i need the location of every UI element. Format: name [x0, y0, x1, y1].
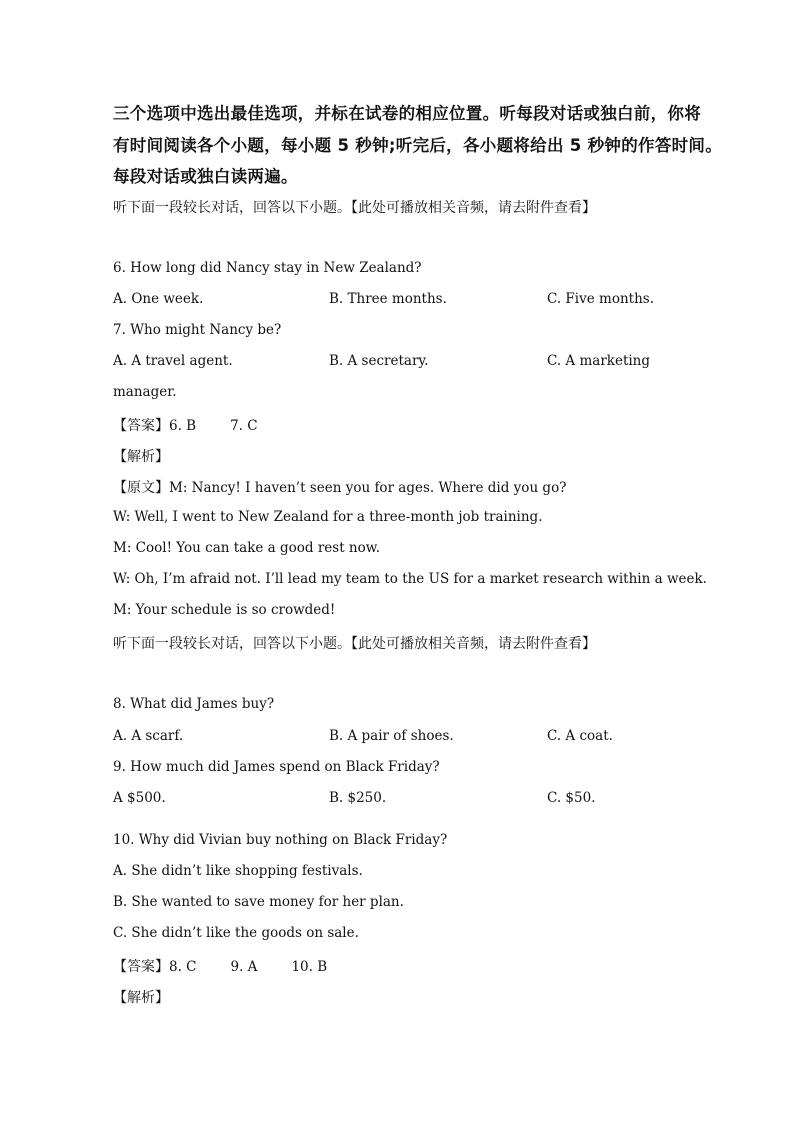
- transcript-text-1: M: Nancy! I haven’t seen you for ages. Where did you go?: [169, 480, 567, 496]
- question-10: 10. Why did Vivian buy nothing on Black Friday?: [113, 832, 448, 848]
- transcript-line-3: M: Cool! You can take a good rest now.: [113, 540, 380, 556]
- section2-instruction: 听下面一段较长对话，回答以下小题。【此处可播放相关音频，请去附件查看】: [113, 636, 596, 652]
- q8-option-c: C. A coat.: [547, 728, 613, 744]
- q8-option-b: B. A pair of shoes.: [329, 728, 454, 744]
- answer-8: 8. C: [169, 959, 197, 975]
- q7-option-c-continued: manager.: [113, 384, 177, 400]
- q10-option-b: B. She wanted to save money for her plan.: [113, 894, 404, 910]
- q6-option-c: C. Five months.: [547, 291, 654, 307]
- question-7: 7. Who might Nancy be?: [113, 322, 282, 338]
- answer-tag: 【答案】: [113, 418, 169, 434]
- transcript-line-1: [113, 477, 566, 497]
- question-8: 8. What did James buy?: [113, 696, 275, 712]
- q10-option-a: A. She didn’t like shopping festivals.: [113, 863, 363, 879]
- q10-option-c: C. She didn’t like the goods on sale.: [113, 925, 359, 941]
- intro-line-3: 每段对话或独白读两遍。: [113, 167, 298, 186]
- answer-10: 10. B: [291, 959, 328, 975]
- transcript-tag: 【原文】: [113, 480, 169, 496]
- transcript-line-5: M: Your schedule is so crowded!: [113, 602, 336, 618]
- q9-option-a: A $500.: [113, 790, 166, 806]
- answer-line-2: [113, 956, 327, 976]
- analysis-tag-2: 【解析】: [113, 990, 169, 1006]
- transcript-line-2: W: Well, I went to New Zealand for a three-month job training.: [113, 509, 543, 525]
- q7-option-a: A. A travel agent.: [113, 353, 233, 369]
- question-9: 9. How much did James spend on Black Friday?: [113, 759, 440, 775]
- q7-option-c: C. A marketing: [547, 353, 651, 369]
- intro-line-2: 有时间阅读各个小题，每小题 5 秒钟;听完后，各小题将给出 5 秒钟的作答时间。: [113, 136, 723, 155]
- intro-line-1: 三个选项中选出最佳选项，并标在试卷的相应位置。听每段对话或独白前，你将: [113, 104, 701, 123]
- q7-option-b: B. A secretary.: [329, 353, 429, 369]
- q6-option-b: B. Three months.: [329, 291, 447, 307]
- q9-option-c: C. $50.: [547, 790, 596, 806]
- section1-instruction: 听下面一段较长对话，回答以下小题。【此处可播放相关音频，请去附件查看】: [113, 200, 596, 216]
- answer-line-1: [113, 415, 258, 435]
- answer-7: 7. C: [230, 418, 258, 434]
- transcript-line-4: W: Oh, I’m afraid not. I’ll lead my team to the US for a market research within a week.: [113, 571, 707, 587]
- q8-option-a: A. A scarf.: [113, 728, 184, 744]
- analysis-tag-1: 【解析】: [113, 449, 169, 465]
- question-6: 6. How long did Nancy stay in New Zealand?: [113, 260, 422, 276]
- q9-option-b: B. $250.: [329, 790, 387, 806]
- answer-9: 9. A: [230, 959, 258, 975]
- answer-6: 6. B: [169, 418, 197, 434]
- q6-option-a: A. One week.: [113, 291, 204, 307]
- answer-tag: 【答案】: [113, 959, 169, 975]
